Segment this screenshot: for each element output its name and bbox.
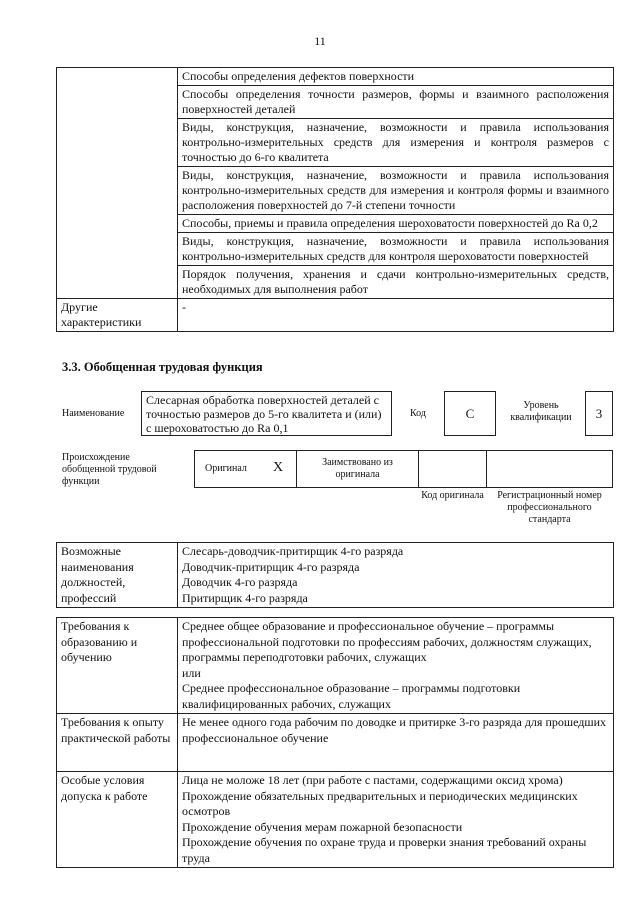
other-characteristics-value: - [178, 299, 614, 332]
table-row [57, 618, 614, 714]
education-line: Среднее общее образование и профессиональное обучение – программы профессиональной подготовки по профессиям рабочих, должностям служащих, программы переподготовки рабочих, служащих [182, 619, 592, 664]
knowledge-item: Способы, приемы и правила определения шероховатости поверхностей до Ra 0,2 [178, 215, 614, 233]
position-item: Доводчик-притирщик 4-го разряда [182, 559, 360, 574]
knowledge-item: Порядок получения, хранения и сдачи контрольно-измерительных средств, необходимых для выполнения работ [178, 266, 614, 299]
origin-reg-caption: Регистрационный номер профессионального стандарта [497, 490, 602, 525]
section-title: 3.3. Обобщенная трудовая функция [62, 360, 263, 374]
knowledge-item: Виды, конструкция, назначение, возможности и правила использования контрольно-измерительных средств для контроля шероховатости поверхностей [178, 233, 614, 266]
original-mark: X [273, 460, 284, 475]
origin-code-caption: Код оригинала [421, 490, 484, 501]
education-line: или [182, 665, 201, 680]
name-value-box [141, 391, 392, 436]
positions-table [56, 542, 614, 608]
table-row [57, 299, 614, 332]
special-line: Прохождение обучения по охране труда и проверки знания требований охраны труда [182, 835, 587, 865]
special-label: Особые условия допуска к работе [57, 772, 178, 868]
code-value-box [444, 391, 496, 436]
knowledge-item: Виды, конструкция, назначение, возможности и правила использования контрольно-измерительных средств для измерения и контроля размеров с точностью до 6-го квалитета [178, 119, 614, 167]
other-characteristics-label: Другие характеристики [57, 299, 178, 332]
requirements-table [56, 617, 614, 868]
table-row [57, 543, 614, 608]
level-label: Уровень квалификации [510, 400, 572, 423]
origin-reg-cell [486, 450, 613, 488]
page-number: 11 [314, 34, 326, 48]
borrowed-label: Заимствовано из оригинала [322, 457, 393, 480]
level-value: 3 [595, 405, 603, 421]
origin-code-cell [418, 450, 487, 488]
code-value: C [465, 405, 475, 421]
knowledge-item: Виды, конструкция, назначение, возможности и правила использования контрольно-измерительных средств для измерения и контроля формы и взаимного расположения поверхностей до 7-й степени точности [178, 167, 614, 215]
position-item: Притирщик 4-го разряда [182, 590, 308, 605]
origin-borrowed-cell [296, 450, 419, 488]
original-label: Оригинал [205, 463, 247, 474]
table-row [57, 772, 614, 868]
table-row [57, 714, 614, 772]
position-item: Слесарь-доводчик-притирщик 4-го разряда [182, 544, 404, 558]
positions-label: Возможные наименования должностей, профессий [57, 543, 178, 608]
education-label: Требования к образованию и обучению [57, 618, 178, 714]
table-row [57, 68, 614, 86]
education-line: Среднее профессиональное образование – программы подготовки квалифицированных рабочих, служащих [182, 681, 521, 711]
name-label: Наименование [62, 408, 125, 419]
knowledge-table [56, 67, 614, 332]
name-value: Слесарная обработка поверхностей деталей с точностью размеров до 5-го квалитета и (или) с шероховатостью до Ra 0,1 [146, 393, 382, 435]
knowledge-item: Способы определения дефектов поверхности [178, 68, 614, 86]
positions-list [178, 543, 614, 608]
table-cell-left [57, 68, 178, 299]
special-line: Прохождение обязательных предварительных и периодических медицинских осмотров [182, 788, 578, 818]
experience-label: Требования к опыту практической работы [57, 714, 178, 772]
knowledge-item: Способы определения точности размеров, формы и взаимного расположения поверхностей деталей [178, 86, 614, 119]
special-line: Прохождение обучения мерам пожарной безопасности [182, 819, 463, 834]
code-label: Код [410, 408, 426, 419]
special-line: Лица не моложе 18 лет (при работе с пастами, содержащими оксид хрома) [182, 773, 563, 787]
special-value [178, 772, 614, 868]
origin-original-cell [194, 450, 297, 488]
origin-label: Происхождение обобщенной трудовой функции [62, 452, 157, 487]
position-item: Доводчик 4-го разряда [182, 575, 298, 589]
level-value-box [585, 391, 613, 436]
experience-value: Не менее одного года рабочим по доводке и притирке 3-го разряда для прошедших профессиональное обучение [178, 714, 614, 772]
education-value [178, 618, 614, 714]
